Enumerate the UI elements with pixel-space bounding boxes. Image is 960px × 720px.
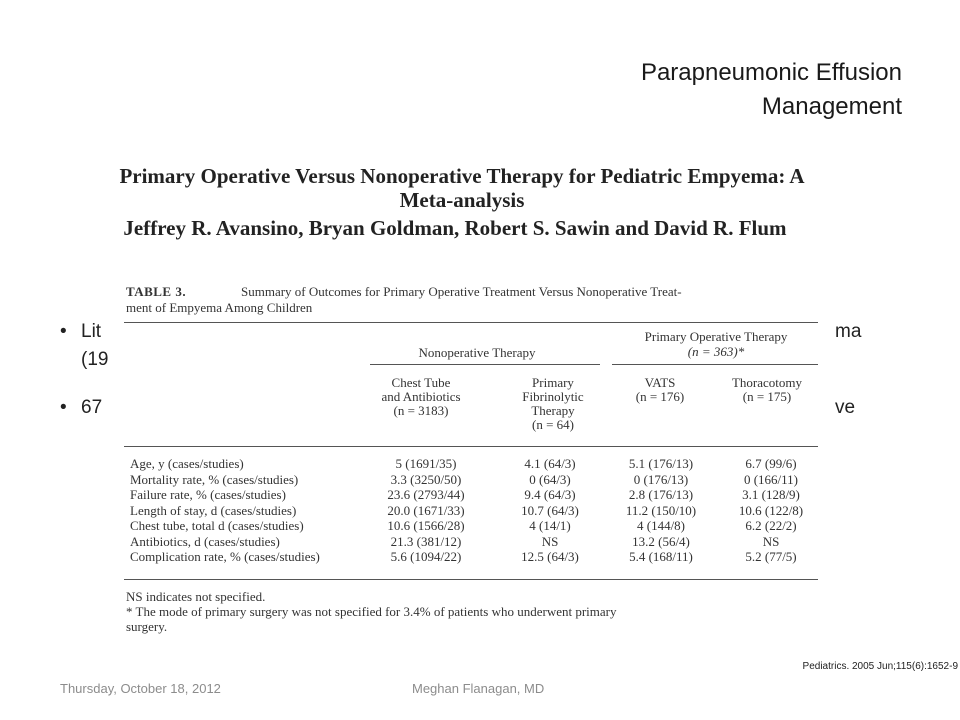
column-values-thoracotomy <box>724 456 818 565</box>
table-row-label: Length of stay, d (cases/studies) <box>130 502 297 518</box>
table-cell: 3.1 (128/9) <box>742 487 800 502</box>
footnote-ns: NS indicates not specified. <box>126 589 266 604</box>
column-values-chest-tube <box>378 456 474 565</box>
table-cell: 3.3 (3250/50) <box>390 471 462 487</box>
table-cell: 20.0 (1671/33) <box>387 502 465 518</box>
table-cell: 5.1 (176/13) <box>628 456 694 471</box>
table-cell: 0 (166/11) <box>743 471 799 487</box>
table-cell: 0 (64/3) <box>529 471 571 487</box>
paper-authors: Jeffrey R. Avansino, Bryan Goldman, Robert S. Sawin and David R. Flum <box>123 216 787 240</box>
table-cell: 5.4 (168/11) <box>629 549 693 564</box>
table-cell: 10.6 (122/8) <box>738 502 804 518</box>
table-cell: 11.2 (150/10) <box>625 502 697 518</box>
table-cell: 10.7 (64/3) <box>521 502 579 518</box>
table-cell: 13.2 (56/4) <box>632 533 690 549</box>
group-header-operative: Primary Operative Therapy <box>644 329 788 344</box>
table-cell: 9.4 (64/3) <box>524 487 576 502</box>
footnote-star-line1: * The mode of primary surgery was not specified for 3.4% of patients who underwent primary <box>126 604 617 619</box>
group-underline-operative <box>612 364 818 365</box>
table-cell: 21.3 (381/12) <box>390 533 462 549</box>
paper-title-line2: Meta-analysis <box>399 188 525 212</box>
col-header-fibrinolytic: Primary Fibrinolytic Therapy (n = 64) <box>522 375 584 432</box>
bullet-text-second-line: (19 <box>81 349 109 370</box>
citation: Pediatrics. 2005 Jun;115(6):1652-9 <box>802 661 958 672</box>
table-cell: 5.2 (77/5) <box>745 549 797 564</box>
slide-title-line2: Management <box>761 93 902 120</box>
table-row-label: Age, y (cases/studies) <box>130 456 244 471</box>
footer-date: Thursday, October 18, 2012 <box>60 681 221 696</box>
table-bottom-rule <box>124 579 818 580</box>
column-values-fibrinolytic <box>504 456 596 565</box>
table-top-rule <box>124 322 818 323</box>
table-cell: 4 (144/8) <box>636 518 686 533</box>
table-caption-line1: Summary of Outcomes for Primary Operative Treatment Versus Nonoperative Treat- <box>241 284 682 299</box>
table-cell: 5.6 (1094/22) <box>390 549 462 564</box>
table-cell: 10.6 (1566/28) <box>387 518 465 533</box>
group-underline-nonoperative <box>370 364 600 365</box>
table-cell: NS <box>762 533 780 549</box>
row-labels <box>130 456 320 565</box>
table-header-rule <box>124 446 818 447</box>
col-header-vats: VATS (n = 176) <box>635 375 685 404</box>
slide-title <box>641 56 902 124</box>
group-header-nonoperative: Nonoperative Therapy <box>418 345 536 360</box>
table-row-label: Complication rate, % (cases/studies) <box>130 549 320 564</box>
table-cell: 6.7 (99/6) <box>745 456 797 471</box>
bullet-text-start: Lit <box>81 321 102 342</box>
table-cell: NS <box>541 533 559 549</box>
table-caption <box>126 284 826 315</box>
column-values-vats <box>612 456 710 565</box>
footnote-star-line2: surgery. <box>126 619 168 634</box>
col-header-chest-tube: Chest Tube and Antibiotics (n = 3183) <box>381 375 461 418</box>
table-row-label: Chest tube, total d (cases/studies) <box>130 518 304 533</box>
table-label: TABLE 3. <box>126 284 187 299</box>
table-cell: 0 (176/13) <box>633 471 689 487</box>
table-cell: 2.8 (176/13) <box>628 487 694 502</box>
outcomes-table-image <box>112 272 828 648</box>
col-header-thoracotomy: Thoracotomy (n = 175) <box>731 375 803 404</box>
table-caption-line2: ment of Empyema Among Children <box>126 300 313 315</box>
table-cell: 12.5 (64/3) <box>521 549 579 564</box>
slide-title-line1: Parapneumonic Effusion <box>640 59 902 86</box>
table-row-label: Mortality rate, % (cases/studies) <box>130 471 299 487</box>
bullet-text-start: 67 <box>81 397 103 418</box>
bullet-dot-icon: • <box>60 397 67 418</box>
table-cell: 23.6 (2793/44) <box>387 487 465 502</box>
table-cell: 4 (14/1) <box>529 518 571 533</box>
footer-author: Meghan Flanagan, MD <box>412 681 545 696</box>
bullet-dot-icon: • <box>60 321 67 342</box>
table-cell: 4.1 (64/3) <box>524 456 576 471</box>
group-header-operative-n: (n = 363)* <box>687 344 745 359</box>
paper-title <box>52 164 872 212</box>
bullet-text-end: ve <box>835 397 856 418</box>
table-row-label: Failure rate, % (cases/studies) <box>130 487 286 502</box>
bullet-text-end: ma <box>835 321 862 342</box>
table-row-label: Antibiotics, d (cases/studies) <box>130 533 280 549</box>
table-cell: 5 (1691/35) <box>395 456 457 471</box>
paper-title-line1: Primary Operative Versus Nonoperative Therapy for Pediatric Empyema: A <box>119 164 805 188</box>
table-cell: 6.2 (22/2) <box>745 518 797 533</box>
